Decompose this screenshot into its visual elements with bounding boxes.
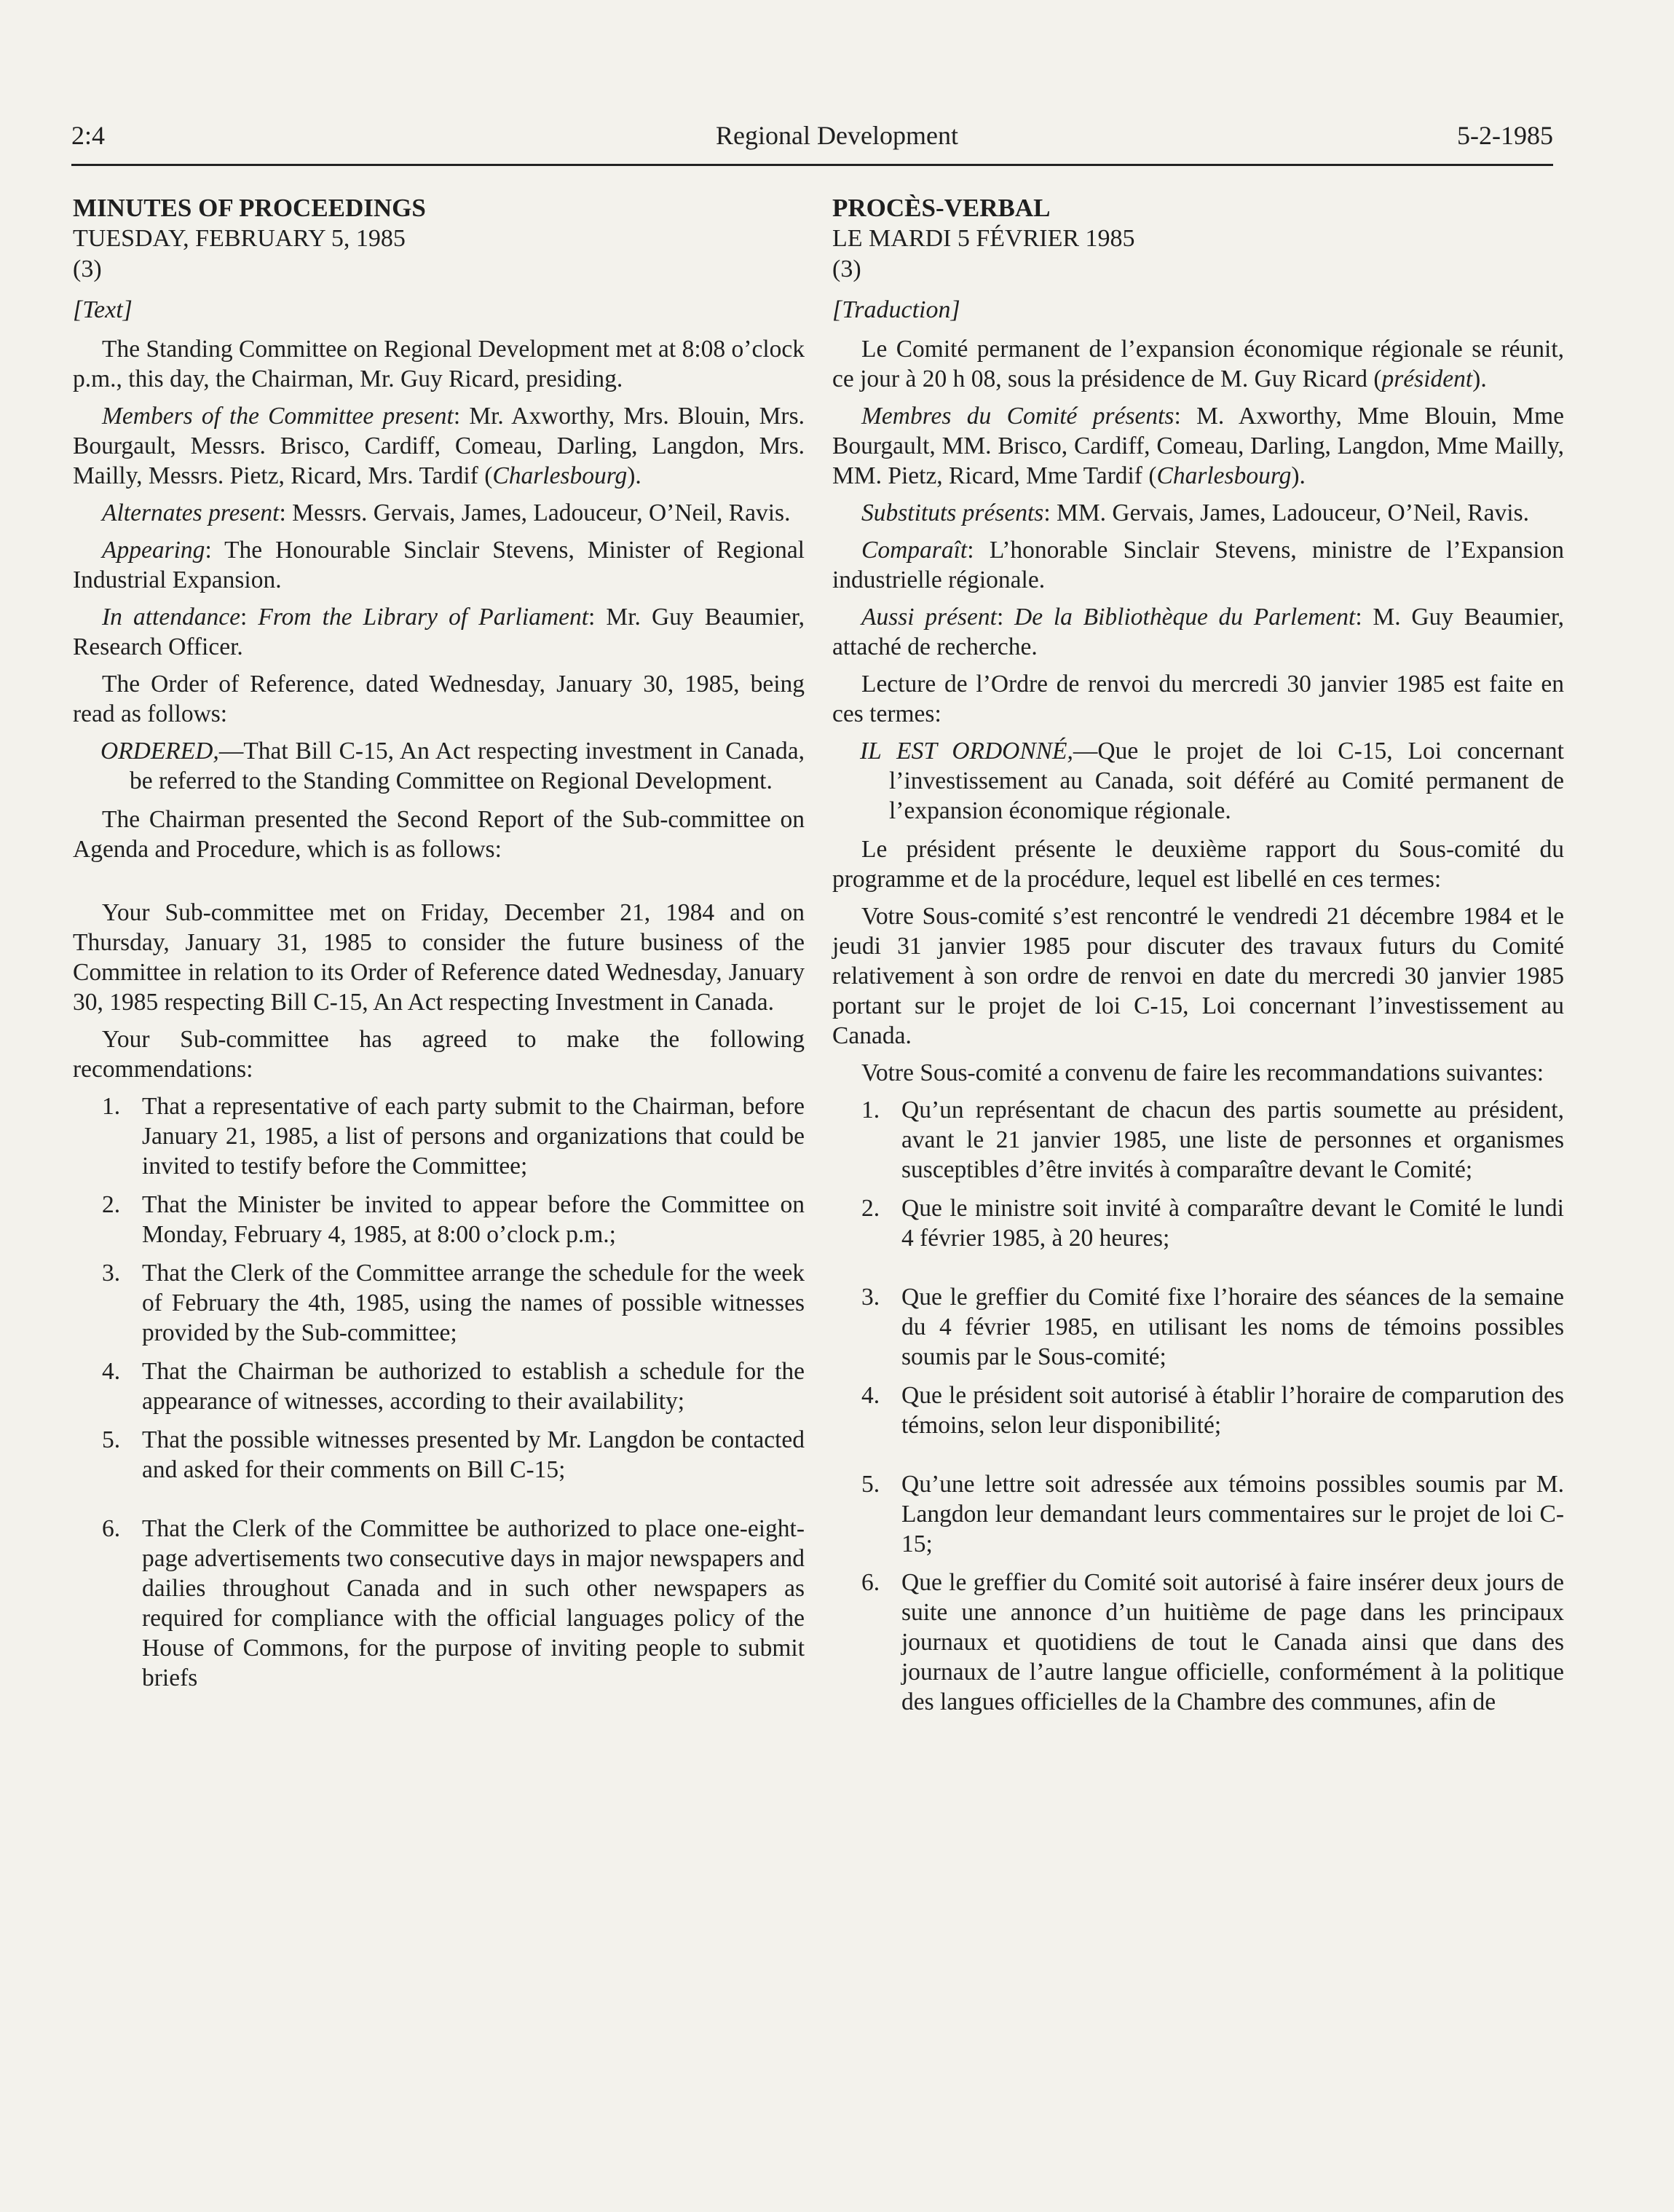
order-of-reference [73,736,805,796]
section-heading: PROCÈS-VERBAL [832,194,1051,222]
meeting-number: (3) [832,256,861,283]
substituts-text: : MM. Gervais, James, Ladouceur, O’Neil, Ravis. [1043,499,1529,526]
text-tag: [Text] [73,296,133,323]
meeting-date: TUESDAY, FEBRUARY 5, 1985 [73,225,406,252]
alternates-paragraph [73,498,805,528]
appearing-text: : The Honourable Sinclair Stevens, Minister of Regional Industrial Expansion. [73,537,805,593]
issue-date: 5-2-1985 [1457,121,1553,150]
members-text: : Mr. Axworthy, Mrs. Blouin, Mrs. Bourgault, Messrs. Brisco, Cardiff, Comeau, Darling, Langdon, Mrs. Mailly, Messrs. Pietz, Ricard, Mrs. Tardif ( [73,403,805,489]
attendance-source: From the Library of Parliament [258,604,589,631]
header-rule [71,164,1553,166]
aussi-paragraph [832,602,1564,662]
page-number: 2:4 [71,121,106,150]
comparait-label: Comparaît [861,537,968,564]
running-title: Regional Development [716,121,958,150]
substituts-label: Substituts présents [861,499,1044,526]
chairman-paragraph: The Chairman presented the Second Report of the Sub-committee on Agenda and Procedure, which is as follows: [73,806,805,863]
aussi-text: : M. Guy Beaumier, attaché de recherche. [832,604,1565,660]
list-item: 1. That a representative of each party submit to the Chairman, before January 21, 1985, a list of persons and organizations that could be invited to testify before the Committee; [102,1093,805,1180]
agreed-paragraph: Your Sub-committee has agreed to make the following recommendations: [73,1026,805,1083]
convenu-paragraph: Votre Sous-comité a convenu de faire les recommandations suivantes: [861,1059,1544,1086]
section-heading: MINUTES OF PROCEEDINGS [73,194,426,222]
list-item: 5. Qu’une lettre soit adressée aux témoins possibles soumis par M. Langdon leur demandant leurs commentaires sur le projet de loi C-15; [861,1471,1564,1557]
list-item: 1. Qu’un représentant de chacun des partis soumette au président, avant le 21 janvier 1985, une liste de personnes et organismes susceptibles d’être invités à comparaître devant le Comité; [861,1097,1564,1183]
aussi-label: Aussi présent [861,604,997,631]
order-of-reference [832,736,1564,826]
list-item: 4. That the Chairman be authorized to establish a schedule for the appearance of witnesses, according to their availability; [102,1358,805,1415]
attendance-label: In attendance [102,604,240,631]
members-riding: Charlesbourg [492,462,628,489]
opening-paragraph: Le Comité permanent de l’expansion économique régionale se réunit, ce jour à 20 h 08, sous la présidence de M. Guy Ricard (président). [832,336,1564,392]
substituts-paragraph [832,498,1564,528]
appearing-paragraph [73,535,805,595]
order-intro: The Order of Reference, dated Wednesday, January 30, 1985, being read as follows: [73,671,805,727]
members-paragraph [832,401,1564,491]
alternates-text: : Messrs. Gervais, James, Ladouceur, O’Neil, Ravis. [279,499,791,526]
members-paragraph [73,401,805,491]
opening-paragraph: The Standing Committee on Regional Development met at 8:08 o’clock p.m., this day, the Chairman, Mr. Guy Ricard, presiding. [73,336,805,392]
souscomite-paragraph: Votre Sous-comité s’est rencontré le vendredi 21 décembre 1984 et le jeudi 31 janvier 1985 pour discuter des travaux futurs du Comité relativement à son ordre de renvoi en date du mercredi 30 janvier 1985 portant sur le projet de loi C-15, Loi concernant l’investissement au Canada. [832,903,1564,1049]
attendance-text: : Mr. Guy Beaumier, Research Officer. [73,604,805,660]
comparait-paragraph [832,535,1564,595]
ordonne-text: —Que le projet de loi C-15, Loi concernant l’investissement au Canada, soit déféré au Comité permanent de l’expansion économique régionale. [889,738,1564,824]
members-text: : M. Axworthy, Mme Blouin, Mme Bourgault, MM. Brisco, Cardiff, Comeau, Darling, Langdon, Mme Mailly, MM. Pietz, Ricard, Mme Tardif ( [832,403,1565,489]
members-label: Membres du Comité présents [861,403,1174,430]
recommendations-list [73,1091,805,1693]
english-column [73,193,805,1702]
alternates-label: Alternates present [102,499,280,526]
list-item: 2. Que le ministre soit invité à comparaître devant le Comité le lundi 4 février 1985, à 20 heures; [861,1195,1564,1252]
list-item: 4. Que le président soit autorisé à établir l’horaire de comparution des témoins, selon leur disponibilité; [861,1382,1564,1439]
meeting-number: (3) [73,256,102,283]
list-item: 6. Que le greffier du Comité soit autorisé à faire insérer deux jours de suite une annonce d’un huitième de page dans les principaux journaux et quotidiens de tout le Canada ainsi que dans des journaux de l’autre langue officielle, conformément à la politique des langues officielles de la Chambre des communes, afin de [861,1569,1564,1715]
french-column [832,193,1564,1726]
order-intro: Lecture de l’Ordre de renvoi du mercredi 30 janvier 1985 est faite en ces termes: [832,671,1564,727]
members-close: ). [1291,462,1306,489]
attendance-colon: : [240,604,258,631]
list-item: 2. That the Minister be invited to appear before the Committee on Monday, February 4, 1985, at 8:00 o’clock p.m.; [102,1191,805,1248]
ordonne-label: IL EST ORDONNÉ, [860,738,1073,765]
text-tag: [Traduction] [832,296,960,323]
list-item: 6. That the Clerk of the Committee be authorized to place one-eight-page advertisements two consecutive days in major newspapers and dailies throughout Canada and in such other newspapers as required for compliance with the official languages policy of the House of Commons, for the purpose of inviting people to submit briefs [102,1515,805,1691]
subcommittee-paragraph: Your Sub-committee met on Friday, December 21, 1984 and on Thursday, January 31, 1985 to consider the future business of the Committee in relation to its Order of Reference dated Wednesday, January 30, 1985 respecting Bill C-15, An Act respecting Investment in Canada. [73,899,805,1016]
comparait-text: : L’honorable Sinclair Stevens, ministre de l’Expansion industrielle régionale. [832,537,1564,593]
aussi-colon: : [996,604,1015,631]
members-close: ). [627,462,641,489]
president-paragraph: Le président présente le deuxième rapport du Sous-comité du programme et de la procédure, lequel est libellé en ces termes: [832,836,1564,893]
meeting-date: LE MARDI 5 FÉVRIER 1985 [832,225,1135,252]
ordered-label: ORDERED, [100,738,219,765]
aussi-source: De la Bibliothèque du Parlement [1014,604,1356,631]
attendance-paragraph [73,602,805,662]
appearing-label: Appearing [102,537,205,564]
members-riding: Charlesbourg [1156,462,1292,489]
list-item: 5. That the possible witnesses presented by Mr. Langdon be contacted and asked for their comments on Bill C-15; [102,1426,805,1483]
list-item: 3. Que le greffier du Comité fixe l’horaire des séances de la semaine du 4 février 1985, en utilisant les noms de témoins possibles soumis par le Sous-comité; [861,1284,1564,1370]
list-item: 3. That the Clerk of the Committee arrange the schedule for the week of February the 4th, 1985, using the names of possible witnesses provided by the Sub-committee; [102,1260,805,1346]
ordered-text: —That Bill C-15, An Act respecting investment in Canada, be referred to the Standing Committee on Regional Development. [130,738,805,794]
page-header [0,0,1674,175]
recommendations-list [832,1095,1564,1717]
members-label: Members of the Committee present [102,403,454,430]
